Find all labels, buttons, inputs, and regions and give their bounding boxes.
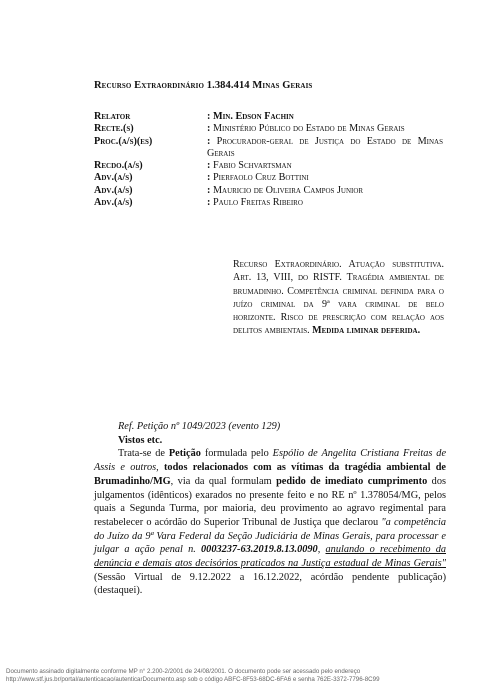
party-row-recdo <box>94 160 449 172</box>
text-run: Trata-se de <box>118 448 169 460</box>
text-run-bold: todos relacionados com as vítimas da tragédia ambiental de Brumadinho/MG <box>94 462 447 487</box>
text-run-bold: pedido de imediato cumprimento <box>276 475 428 487</box>
party-label: Adv.(a/s) <box>94 184 133 196</box>
party-value: Mauricio de Oliveira Campos Junior <box>212 184 364 196</box>
party-label: Proc.(a/s)(es) <box>94 135 153 147</box>
quote-italic: , <box>317 544 326 556</box>
petition-reference: Ref. Petição nº 1049/2023 (evento 129) <box>118 421 281 432</box>
footer-line: http://www.stf.jus.br/portal/autenticacao/autenticarDocumento.asp sob o código ABFC-8F53-68DC-6FA6 e senha 762E-3372-7796-8C99 <box>6 676 380 683</box>
digital-signature-footer <box>6 668 380 684</box>
text-run: formulada pelo <box>200 448 273 460</box>
parties-table <box>94 111 449 209</box>
quote-italic: "a competência do Juízo da 9ª Vara Federal da Seção Judiciária de Minas Gerais, para processar e julgar a ação penal n. <box>94 516 446 556</box>
party-row-proc <box>94 136 449 161</box>
ementa-summary <box>233 258 444 338</box>
footer-line: Documento assinado digitalmente conforme MP n° 2.200-2/2001 de 24/08/2001. O documento pode ser acessado pelo endereço <box>6 668 361 675</box>
colon: : <box>207 135 217 147</box>
text-run-italic: Espólio de Angelita Cristiana Freitas de Assis e outros, <box>94 448 447 474</box>
party-value: Pierfaolo Cruz Bottini <box>212 172 309 184</box>
document-title: Recurso Extraordinário 1.384.414 Minas Gerais <box>94 80 313 91</box>
party-row-adv-3 <box>94 197 449 209</box>
text-run: dos julgamentos (idênticos) exarados no presente feito e no RE nº 1.378054/MG, pelos quais a Segunda Turma, por maioria, deu provimento ao agravo regimental para restabelecer o acórdão do Superior Tribunal de Justiça que declarou <box>94 475 446 528</box>
party-label: Recte.(s) <box>94 123 134 135</box>
colon: : <box>207 123 213 135</box>
party-value: Fabio Schvartsman <box>212 160 292 172</box>
quote-underlined: anulando o recebimento da denúncia e demais atos decisórios praticados na Justiça estadual de Minas Gerais" <box>94 544 447 570</box>
party-label: Relator <box>94 111 131 122</box>
party-value: Ministério Público do Estado de Minas Gerais <box>212 123 405 135</box>
text-run-bold: Petição <box>168 448 201 460</box>
colon: : <box>207 197 213 209</box>
colon: : <box>207 160 213 172</box>
case-number: 0003237-63.2019.8.13.0090 <box>201 544 318 556</box>
party-row-adv-2 <box>94 185 449 197</box>
text-run: (Sessão Virtual de 9.12.2022 a 16.12.2022, acórdão pendente publicação) (destaquei). <box>94 571 446 597</box>
party-value: Paulo Freitas Ribeiro <box>212 197 303 209</box>
body-paragraph <box>94 447 446 598</box>
ementa-conclusion: Medida liminar deferida. <box>312 325 421 337</box>
vistos-heading: Vistos etc. <box>118 434 163 446</box>
decision-body <box>94 420 446 598</box>
party-row-relator <box>94 111 449 123</box>
party-row-adv-1 <box>94 172 449 184</box>
party-label: Adv.(a/s) <box>94 172 133 184</box>
party-value: Procurador-geral de Justiça do Estado de Minas Gerais <box>207 135 443 159</box>
colon: : <box>207 111 213 122</box>
text-run: , via da qual formulam <box>170 475 277 487</box>
party-row-recte <box>94 123 449 135</box>
party-value: Min. Edson Fachin <box>212 111 294 122</box>
ementa-text: Recurso Extraordinário. Atuação substitutiva. Art. 13, VIII, do RISTF. Tragédia ambiental de brumadinho. Competência criminal definida para o juízo criminal da 9ª vara criminal de belo horizonte. Risco de prescrição com relação aos delitos ambientais. <box>233 259 444 337</box>
colon: : <box>207 184 213 196</box>
party-label: Adv.(a/s) <box>94 197 133 209</box>
colon: : <box>207 172 213 184</box>
party-label: Recdo.(a/s) <box>94 160 143 172</box>
